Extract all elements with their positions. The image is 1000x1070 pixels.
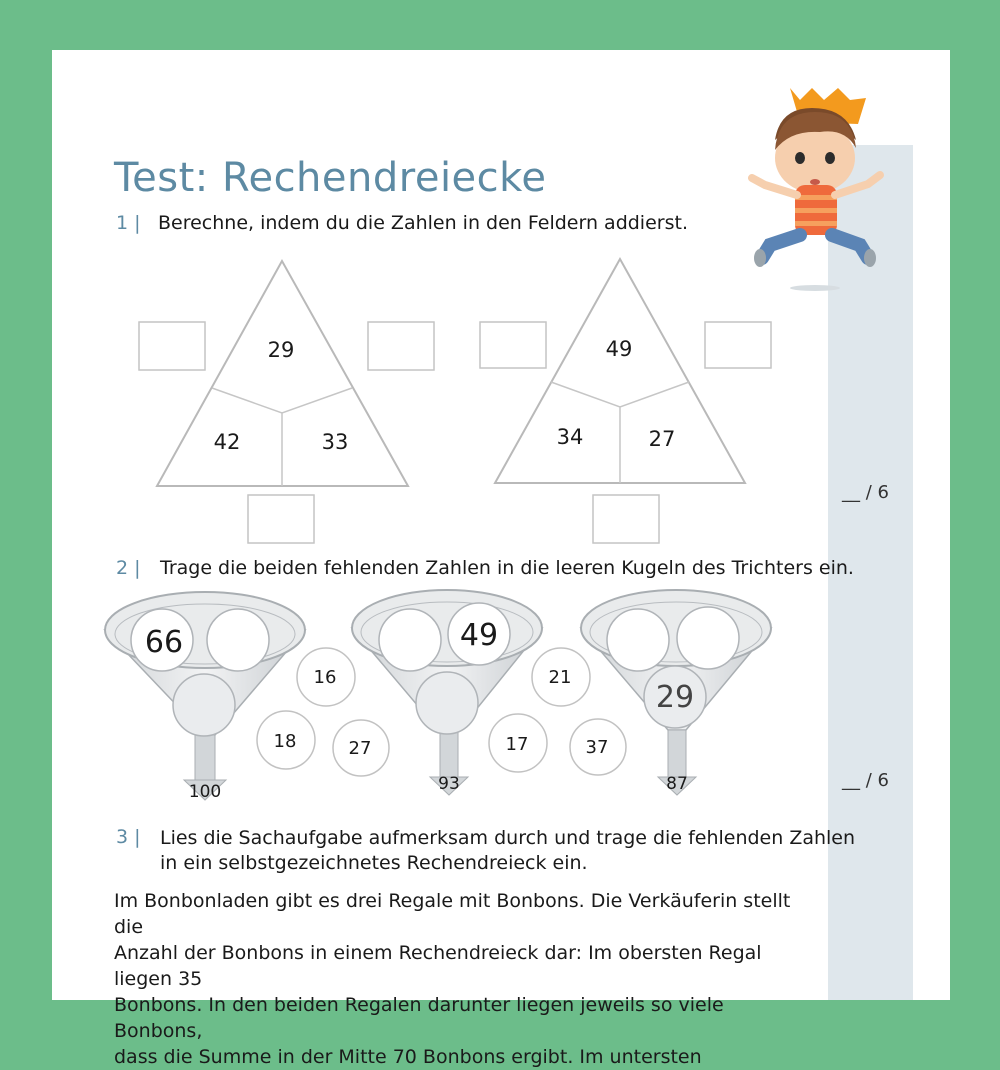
- task2-score: __ / 6: [842, 770, 889, 791]
- number-ball: 17: [505, 734, 529, 755]
- word-problem-line: Im Bonbonladen gibt es drei Regale mit Bonbons. Die Verkäuferin stellt die: [114, 890, 791, 938]
- task2-instruction: Trage die beiden fehlenden Zahlen in die leeren Kugeln des Trichters ein.: [160, 557, 854, 579]
- triangle-1-left: 42: [213, 430, 241, 454]
- child-illustration: [752, 88, 880, 291]
- answer-box[interactable]: [480, 322, 546, 368]
- empty-ball[interactable]: [207, 609, 269, 671]
- answer-box[interactable]: [593, 495, 659, 543]
- page-title: Test: Rechendreiecke: [114, 155, 547, 201]
- triangle-1-right: 33: [321, 430, 349, 454]
- number-ball: 16: [313, 667, 337, 688]
- empty-ball[interactable]: [607, 609, 669, 671]
- task2-number: 2 |: [116, 557, 141, 579]
- task3-number: 3 |: [116, 826, 141, 848]
- funnel-3-result: 87: [666, 774, 688, 794]
- empty-ball[interactable]: [416, 672, 478, 734]
- word-problem-line: Bonbons. In den beiden Regalen darunter liegen jeweils so viele Bonbons,: [114, 994, 724, 1042]
- funnel-1-ball-value: 66: [144, 625, 184, 660]
- funnel-2-result: 93: [438, 774, 460, 794]
- triangle-2-right: 27: [648, 427, 676, 451]
- empty-ball[interactable]: [173, 674, 235, 736]
- task3-instruction-line2: in ein selbstgezeichnetes Rechendreieck ein.: [160, 852, 588, 874]
- triangle-2-top: 49: [605, 337, 633, 361]
- triangle-1-top: 29: [267, 338, 295, 362]
- number-ball: 21: [548, 667, 572, 688]
- answer-box[interactable]: [139, 322, 205, 370]
- answer-box[interactable]: [705, 322, 771, 368]
- task1-instruction: Berechne, indem du die Zahlen in den Feldern addierst.: [158, 212, 688, 234]
- word-problem-line: dass die Summe in der Mitte 70 Bonbons ergibt. Im untersten: [114, 1046, 702, 1068]
- funnel-1-result: 100: [188, 782, 222, 802]
- task1-number: 1 |: [116, 212, 141, 234]
- empty-ball[interactable]: [379, 609, 441, 671]
- funnel-2-ball-value: 49: [459, 618, 499, 653]
- answer-box[interactable]: [248, 495, 314, 543]
- task3-instruction-line1: Lies die Sachaufgabe aufmerksam durch und trage die fehlenden Zahlen: [160, 827, 856, 849]
- task1-score: __ / 6: [842, 482, 889, 503]
- funnel-3-ball-value: 29: [655, 680, 695, 715]
- empty-ball[interactable]: [677, 607, 739, 669]
- number-ball: 27: [348, 738, 372, 759]
- funnel-1: [105, 592, 305, 802]
- word-problem-line: Anzahl der Bonbons in einem Rechendreieck dar: Im obersten Regal liegen 35: [114, 942, 762, 990]
- number-triangle-1: [139, 261, 434, 543]
- triangle-2-left: 34: [556, 425, 584, 449]
- number-ball: 18: [273, 731, 297, 752]
- number-triangle-2: [480, 259, 771, 543]
- number-ball: 37: [585, 737, 609, 758]
- answer-box[interactable]: [368, 322, 434, 370]
